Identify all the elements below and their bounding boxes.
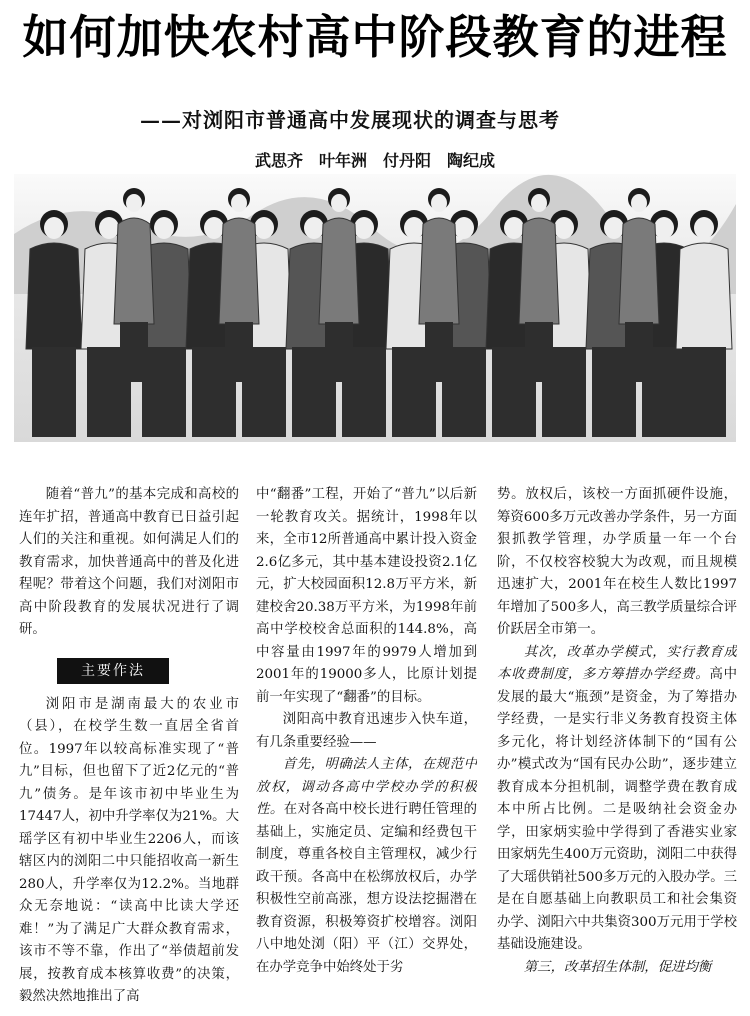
paragraph [497,957,737,980]
student-figure [419,218,459,324]
paragraph: 浏阳市是湖南最大的农业市（县），在校学生数一直居全省首位。1997年以较高标准实现了“普九”目标，但也留下了近2亿元的“普九”债务。是年该市初中毕业生为17447人，初中升学率仅为21%。大瑶学区有初中毕业生2206人，而该辖区内的浏阳二中只能招收高一新生280人，升学率仅为12.2%。当地群众无奈地说：“读高中比读大学还难！”为了满足广大群众教育需求，该市不等不靠，作出了“举债超前发展，按教育成本核算收费”的决策，毅然决然地推出了高 [19,696,239,1004]
paragraph-body: 高中发展的最大“瓶颈”是资金，为了筹措办学经费，一是实行非义务教育投资主体多元化，将计划经济体制下的“国有公办”模式改为“国有民办公助”，逐步建立教育成本分担机制，调整学费在教育成本中所占比例。二是吸纳社会资金办学，田家炳实验中学得到了香港实业家田家炳先生400万元资助，浏阳二中获得了大瑶供销社500多万元的入股办学。三是在自愿基础上向教职员工和社会集资办学、浏阳六中共集资300万元用于学校基础设施建设。 [497,667,737,952]
student-figure [519,218,559,324]
paragraph-body: 在对各高中校长进行聘任管理的基础上，实施定员、定编和经费包干制度，尊重各校自主管理权，减少行政干预。各高中在松绑放权后，办学积极性空前高涨，想方设法挖掘潜在教育资源，积极筹资扩校增容。浏阳八中地处浏（阳）平（江）交界处，在办学竞争中始终处于劣 [256,802,477,975]
paragraph: 中“翻番”工程，开始了“普九”以后新一轮教育攻关。据统计，1998年以来，全市12所普通高中累计投入资金2.6亿多元，其中基本建设投资2.1亿元，扩大校园面积12.8万平方米，新建校舍20.38万平方米，为1998年前高中学校校舍总面积的144.8%，高中容量由1997年的9979人增加到2001年的19000多人，比原计划提前一年实现了“翻番”的目标。 [256,487,477,705]
paragraph: 势。放权后，该校一方面抓硬件设施，筹资600多万元改善办学条件，另一方面狠抓教学管理，办学质量一年一个台阶，不仅校容校貌大为改观，而且规模迅速扩大，2001年在校生人数比1997年增加了500多人，高三教学质量综合评价跃居全市第一。 [497,487,737,637]
lead-sentence: 首先，明确法人主体，在规范中放权，调动各高中学校办学的积极性。 [256,757,477,817]
student-figure [676,243,732,349]
article-subtitle: ——对浏阳市普通高中发展现状的调查与思考 [140,108,560,132]
column-3 [497,484,737,1012]
paragraph [256,754,477,979]
lead-sentence: 第三，改革招生体制，促进均衡 [523,959,712,975]
article-authors: 武思齐 叶年洲 付丹阳 陶纪成 [254,151,495,170]
student-figure [219,218,259,324]
column-2 [256,484,477,1012]
column-1 [19,484,239,1012]
student-figure [114,218,154,324]
students-photo [14,174,736,442]
student-figure [319,218,359,324]
paragraph [497,642,737,957]
article-title: 如何加快农村高中阶段教育的进程 [22,10,728,64]
student-figure [619,218,659,324]
paragraph: 浏阳高中教育迅速步入快车道，有几条重要经验—— [256,712,477,750]
student-figure [26,243,82,349]
lead-sentence: 其次，改革办学模式，实行教育成本收费制度，多方筹措办学经费。 [497,644,737,682]
intro-paragraph: 随着“普九”的基本完成和高校的连年扩招，普通高中教育已日益引起人们的关注和重视。如何满足人们的教育需求，加快普通高中的普及化进程呢？带着这个问题，我们对浏阳市高中阶段教育的发展状况进行了调研。 [19,487,239,637]
section-heading: 主要作法 [57,658,169,684]
